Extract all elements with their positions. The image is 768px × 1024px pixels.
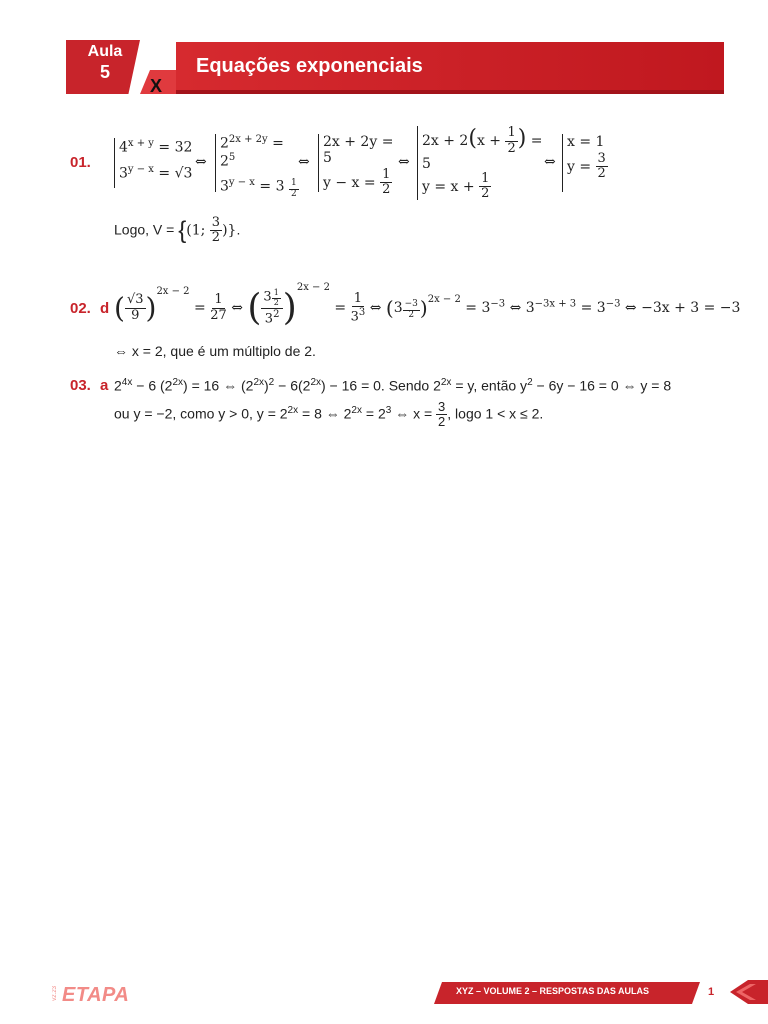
volume-badge: X (150, 76, 163, 96)
iff-symbol: ⇔ (195, 154, 207, 170)
system-2: $2^{2x + 2y} = 2^5$ $3^{y - x} = 3$ $\frac{1}{2}$ (215, 134, 302, 192)
answer-letter-03: a (100, 377, 109, 394)
page-number: 1 (708, 986, 715, 998)
footer-volume-text: XYZ – VOLUME 2 – RESPOSTAS DAS AULAS (456, 986, 650, 996)
version-label: v2.23 (52, 986, 58, 1001)
equation-03-line2: ou y = −2, como y > 0, $y = 2^{2x} = 8$ ⇔ $2^{2x} = 2^3$ ⇔ x = $\frac{3}{2}$ , logo 1 < x ≤ 2. (114, 399, 544, 430)
solution-set-line: Logo, V = {(1; $\frac{3}{2}$ )}. (114, 215, 241, 246)
answer-letter-02: d (100, 300, 110, 317)
equation-03-line1: $2^{4x} - 6$ $(2^{2x}) = 16$ ⇔ $(2^{2x})^2 - 6(2^{2x}) - 16 = 0$. Sendo $2^{2x} = y$, então $y^2 - 6y - 16 = 0$ ⇔ y = 8 (114, 377, 672, 394)
etapa-logo: ETAPA (62, 984, 130, 1006)
title-bar-underline (176, 90, 724, 94)
aula-label: Aula (87, 43, 123, 60)
iff-symbol: ⇔ (298, 154, 310, 170)
equation-02: ( $\frac{√3}{9}$ )$^{2x - 2}$ = $\frac{1}{27}$ ⇔ ( 3 $\frac{1}{2}$ $3^2$ )$^{2x - 2}$ = $\frac{1}{3^3}$ ⇔ (3 $\frac{-3}{2}$ )$^{2x - 2} = 3^{-3}$ ⇔ $3^{-3x + 3} = 3^{-3}$ ⇔ −3x + 3 = −3 (114, 282, 741, 329)
system-1: $4^{x + y} = 32$ $3^{y - x} = √3$ (114, 138, 199, 188)
iff-symbol: ⇔ (398, 154, 410, 170)
aula-number: 5 (99, 62, 110, 82)
iff-symbol: ⇔ (544, 154, 556, 170)
system-4: 2x + 2(x + $\frac{1}{2}$ ) = 5 y = x + $\frac{1}{2}$ (417, 126, 550, 200)
question-number-03: 03. (70, 377, 91, 394)
page-title: Equações exponenciais (196, 55, 423, 77)
equation-02-conclusion: ⇔ x = 2, que é um múltiplo de 2. (114, 343, 316, 359)
system-3: 2x + 2y = 5 y − x = $\frac{1}{2}$ (318, 134, 401, 192)
question-number-02: 02. (70, 300, 91, 317)
question-number-01: 01. (70, 154, 91, 171)
system-5: x = 1 y = $\frac{3}{2}$ (562, 134, 617, 192)
